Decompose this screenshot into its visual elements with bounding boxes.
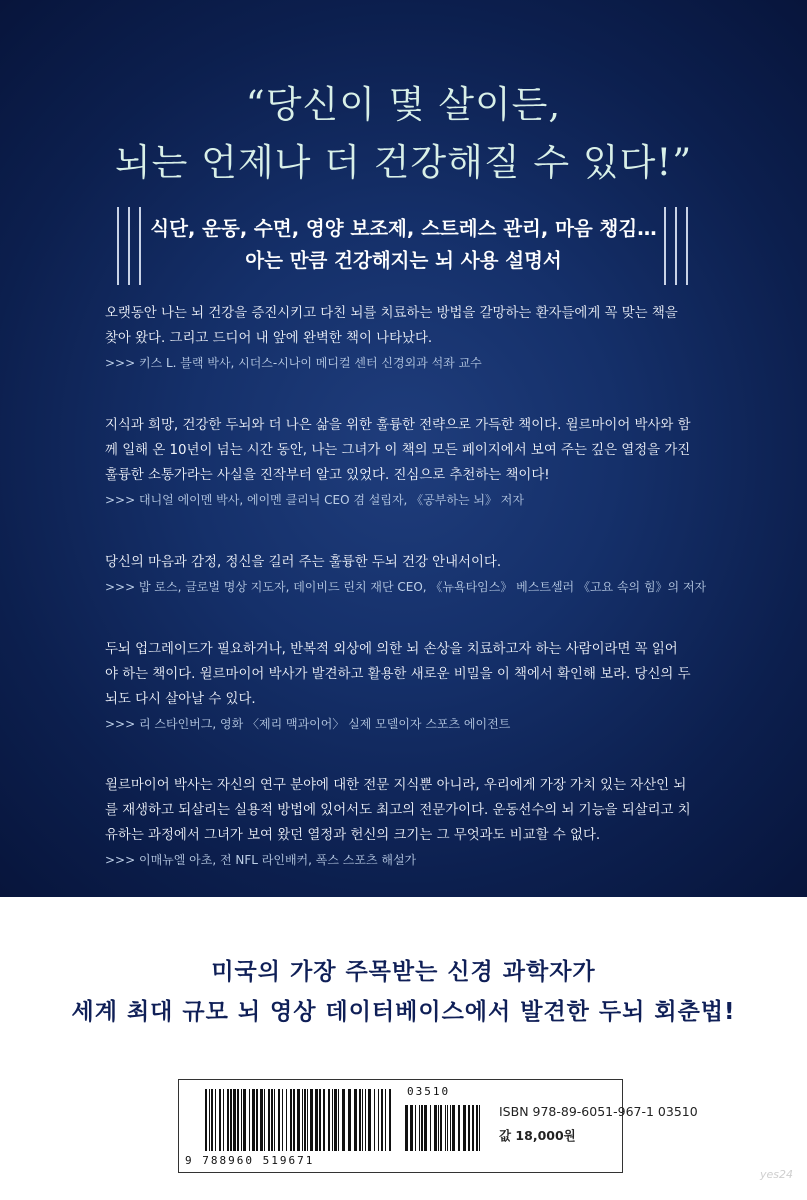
- barcode-stripe: [227, 1089, 229, 1151]
- barcode-stripe: [338, 1089, 339, 1151]
- subtitle-line-1: 식단, 운동, 수면, 영양 보조제, 스트레스 관리, 마음 챙김…: [150, 217, 657, 240]
- barcode-addon-number: 03510: [407, 1085, 451, 1098]
- subtitle-line-2: 아는 만큼 건강해지는 뇌 사용 설명서: [245, 249, 562, 272]
- review-source: >>> 이매뉴엘 아초, 전 NFL 라인배커, 폭스 스포츠 해설가: [105, 853, 417, 867]
- barcode-stripe: [463, 1105, 466, 1151]
- barcode-stripe: [304, 1089, 306, 1151]
- barcode-stripe: [260, 1089, 263, 1151]
- review-source: >>> 대니얼 에이멘 박사, 에이멘 클리닉 CEO 겸 설립자, 《공부하는 뇌》 저자: [105, 493, 524, 507]
- watermark: yes24: [760, 1168, 794, 1181]
- barcode-stripe: [476, 1105, 478, 1151]
- barcode-stripe: [458, 1105, 460, 1151]
- barcode-stripe: [452, 1105, 455, 1151]
- review-text-line: 오랫동안 나는 뇌 건강을 증진시키고 다친 뇌를 치료하는 방법을 갈망하는 환자들에게 꼭 맞는 책을: [105, 306, 678, 321]
- barcode-stripe: [233, 1089, 236, 1151]
- barcode-stripe: [348, 1089, 351, 1151]
- barcode-stripe: [468, 1105, 470, 1151]
- barcode-stripe: [241, 1089, 242, 1151]
- review-3: [105, 550, 725, 600]
- tagline-line-1: 미국의 가장 주목받는 신경 과학자가: [211, 959, 596, 985]
- barcode-stripe: [430, 1105, 431, 1151]
- barcode: [185, 1083, 490, 1169]
- barcode-stripe: [223, 1089, 224, 1151]
- price-text: 값 18,000원: [499, 1128, 576, 1143]
- barcode-stripe: [374, 1089, 375, 1151]
- barcode-stripe: [334, 1089, 337, 1151]
- barcode-stripe: [302, 1089, 303, 1151]
- barcode-stripe: [378, 1089, 379, 1151]
- barcode-stripe: [354, 1089, 357, 1151]
- tagline-line-2: 세계 최대 규모 뇌 영상 데이터베이스에서 발견한 두뇌 회춘법!: [71, 999, 736, 1025]
- barcode-stripe: [319, 1089, 321, 1151]
- barcode-stripe: [215, 1089, 216, 1151]
- barcode-stripe: [479, 1105, 480, 1151]
- barcode-stripe: [271, 1089, 273, 1151]
- barcode-stripe: [323, 1089, 325, 1151]
- barcode-stripe: [472, 1105, 474, 1151]
- barcode-stripe: [434, 1105, 437, 1151]
- barcode-stripe: [293, 1089, 295, 1151]
- review-text-line: 훌륭한 소통가라는 사실을 진작부터 알고 있었다. 진심으로 추천하는 책이다!: [105, 468, 550, 483]
- barcode-stripe: [438, 1105, 439, 1151]
- review-text-line: 뇌도 다시 살아날 수 있다.: [105, 692, 256, 707]
- barcode-stripe: [282, 1089, 283, 1151]
- review-source: >>> 리 스타인버그, 영화 〈제리 맥과이어〉 실제 모델이자 스포츠 에이전트: [105, 717, 511, 731]
- barcode-main-bars: [205, 1089, 395, 1151]
- barcode-stripe: [362, 1089, 363, 1151]
- review-4: [105, 637, 725, 737]
- review-source: >>> 밥 로스, 글로벌 명상 지도자, 데이비드 린치 재단 CEO, 《뉴욕타임스》 베스트셀러 《고요 속의 힘》의 저자: [105, 580, 707, 594]
- barcode-stripe: [419, 1105, 420, 1151]
- barcode-stripe: [243, 1089, 246, 1151]
- barcode-stripe: [389, 1089, 391, 1151]
- barcode-stripe: [410, 1105, 413, 1151]
- barcode-stripe: [230, 1089, 232, 1151]
- barcode-stripe: [405, 1105, 408, 1151]
- review-text-line: 당신의 마음과 감정, 정신을 길러 주는 훌륭한 두뇌 건강 안내서이다.: [105, 555, 502, 570]
- review-5: [105, 773, 725, 873]
- review-source: >>> 키스 L. 블랙 박사, 시더스-시나이 메디컬 센터 신경외과 석좌 교수: [105, 356, 482, 370]
- barcode-stripe: [268, 1089, 270, 1151]
- barcode-stripe: [290, 1089, 292, 1151]
- review-text-line: 야 하는 책이다. 윌르마이어 박사가 발견하고 활용한 새로운 비밀을 이 책에서 확인해 보라. 당신의 두: [105, 667, 691, 682]
- barcode-stripe: [237, 1089, 239, 1151]
- barcode-stripe: [365, 1089, 366, 1151]
- review-text-line: 께 일해 온 10년이 넘는 시간 동안, 나는 그녀가 이 책의 모든 페이지에서 보여 주는 깊은 열정을 가진: [105, 443, 691, 458]
- barcode-stripe: [278, 1089, 280, 1151]
- barcode-stripe: [205, 1089, 207, 1151]
- barcode-stripe: [315, 1089, 318, 1151]
- barcode-stripe: [307, 1089, 308, 1151]
- barcode-stripe: [381, 1089, 383, 1151]
- barcode-box: [178, 1079, 698, 1173]
- barcode-stripe: [440, 1105, 442, 1151]
- barcode-stripe: [249, 1089, 250, 1151]
- barcode-stripe: [264, 1089, 265, 1151]
- review-text-line: 찾아 왔다. 그리고 드디어 내 앞에 완벽한 책이 나타났다.: [105, 331, 433, 346]
- review-text-line: 윌르마이어 박사는 자신의 연구 분야에 대한 전문 지식뿐 아니라, 우리에게 가장 가치 있는 자산인 뇌: [105, 778, 687, 793]
- isbn-text: ISBN 978-89-6051-967-1 03510: [499, 1104, 698, 1119]
- headline-line-1: “당신이 몇 살이든,: [245, 83, 562, 126]
- review-text-line: 지식과 희망, 건강한 두뇌와 더 나은 삶을 위한 훌륭한 전략으로 가득한 책이다. 윌르마이어 박사와 함: [105, 418, 691, 433]
- barcode-stripe: [450, 1105, 451, 1151]
- barcode-stripe: [310, 1089, 313, 1151]
- review-text-line: 두뇌 업그레이드가 필요하거나, 반복적 외상에 의한 뇌 손상을 치료하고자 하는 사람이라면 꼭 읽어: [105, 642, 678, 657]
- barcode-stripe: [421, 1105, 423, 1151]
- barcode-stripe: [447, 1105, 448, 1151]
- review-text-line: 유하는 과정에서 그녀가 보여 왔던 열정과 헌신의 크기는 그 무엇과도 비교할 수 없다.: [105, 828, 601, 843]
- barcode-addon-bars: [405, 1105, 485, 1151]
- barcode-stripe: [424, 1105, 427, 1151]
- barcode-stripe: [342, 1089, 345, 1151]
- barcode-stripe: [274, 1089, 275, 1151]
- headline-line-2: 뇌는 언제나 더 건강해질 수 있다!”: [114, 141, 693, 184]
- barcode-number: 9 788960 519671: [185, 1154, 315, 1167]
- barcode-stripe: [368, 1089, 371, 1151]
- barcode-stripe: [211, 1089, 213, 1151]
- barcode-stripe: [252, 1089, 255, 1151]
- review-1: [105, 301, 725, 376]
- barcode-stripe: [385, 1089, 386, 1151]
- barcode-stripe: [415, 1105, 416, 1151]
- barcode-stripe: [359, 1089, 361, 1151]
- barcode-stripe: [328, 1089, 330, 1151]
- barcode-stripe: [219, 1089, 221, 1151]
- review-text-line: 를 재생하고 되살리는 실용적 방법에 있어서도 최고의 전문가이다. 운동선수의 뇌 기능을 되살리고 치: [105, 803, 691, 818]
- review-2: [105, 413, 725, 513]
- barcode-stripe: [297, 1089, 300, 1151]
- barcode-stripe: [256, 1089, 258, 1151]
- barcode-stripe: [332, 1089, 333, 1151]
- barcode-stripe: [445, 1105, 446, 1151]
- barcode-stripe: [209, 1089, 210, 1151]
- barcode-stripe: [286, 1089, 287, 1151]
